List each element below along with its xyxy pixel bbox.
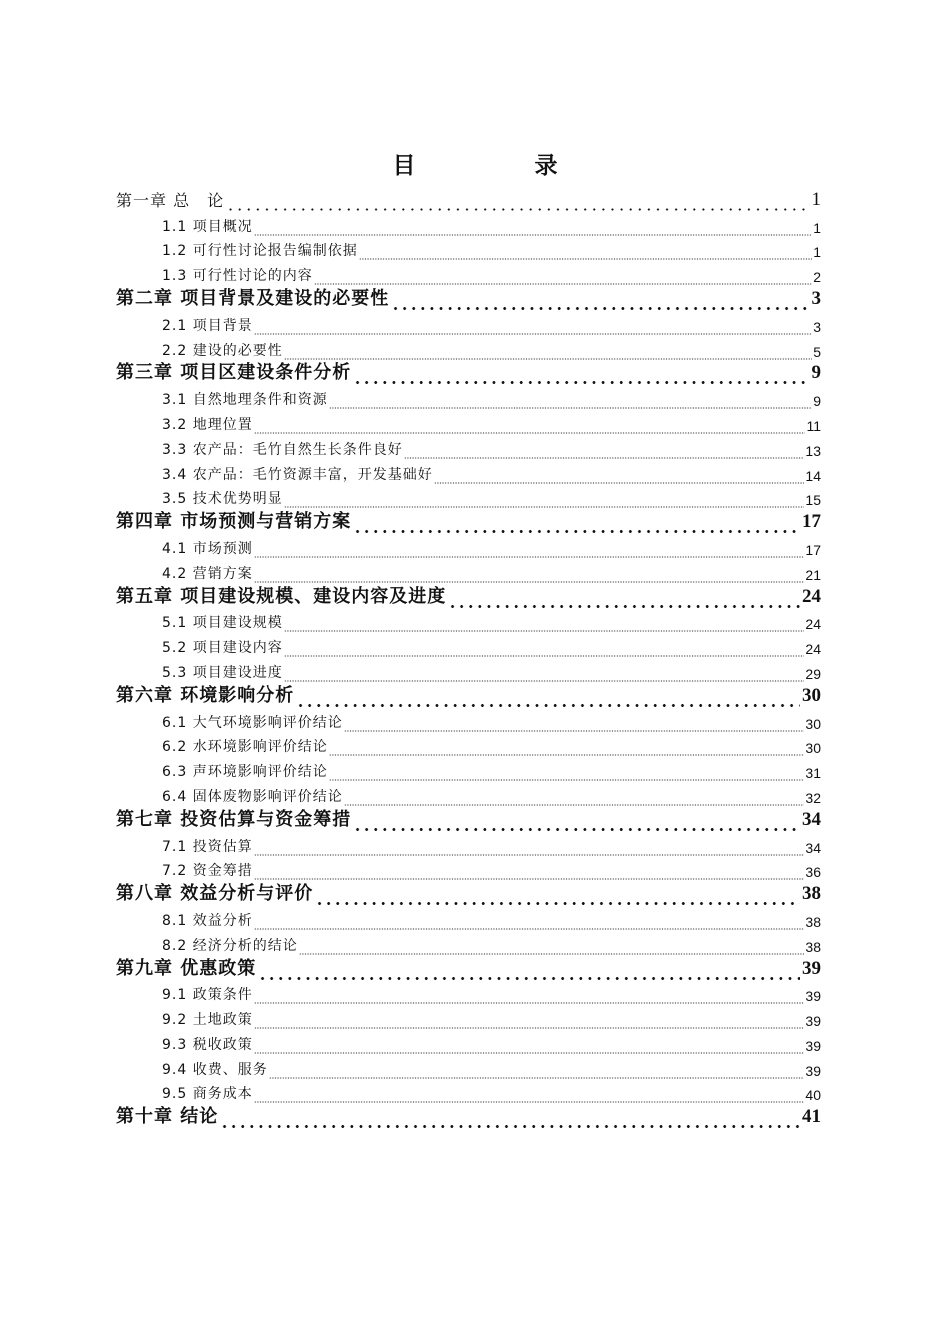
toc-section-entry[interactable] (116, 707, 821, 732)
toc-section-entry[interactable] (116, 1079, 821, 1104)
toc-page-number: 3 (813, 318, 821, 335)
dot-leader (254, 1013, 805, 1029)
toc-page-number: 38 (805, 938, 821, 955)
toc-entry-label: 4.1 市场预测 (162, 540, 253, 557)
toc-entry-label: 3.3 农产品：毛竹自然生长条件良好 (162, 441, 403, 458)
toc-page-number: 1 (813, 219, 821, 236)
toc-entry-label: 第六章 环境影响分析 (116, 684, 295, 706)
toc-section-entry[interactable] (116, 434, 821, 459)
toc-section-entry[interactable] (116, 310, 821, 335)
toc-page-number: 17 (805, 541, 821, 558)
toc-entry-label: 第七章 投资估算与资金筹措 (116, 808, 352, 830)
toc-page-number: 3 (811, 287, 821, 309)
toc-entry-label: 6.2 水环境影响评价结论 (162, 739, 328, 756)
toc-entry-label: 第八章 效益分析与评价 (116, 883, 314, 905)
toc-section-entry[interactable] (116, 211, 821, 236)
toc-entry-label: 3.5 技术优势明显 (162, 491, 283, 508)
toc-entry-label: 7.2 资金筹措 (162, 863, 253, 880)
toc-entry-label: 3.2 地理位置 (162, 416, 253, 433)
dot-leader (220, 1109, 800, 1128)
toc-page-number: 14 (805, 467, 821, 484)
toc-section-entry[interactable] (116, 484, 821, 509)
toc-entry-label: 9.2 土地政策 (162, 1012, 253, 1029)
toc-entry-label: 1.2 可行性讨论报告编制依据 (162, 243, 358, 260)
toc-entry-label: 9.3 税收政策 (162, 1036, 253, 1053)
dot-leader (284, 492, 805, 508)
toc-page-number: 39 (805, 988, 821, 1005)
toc-section-entry[interactable] (116, 632, 821, 657)
dot-leader (314, 269, 812, 285)
toc-chapter-entry[interactable] (116, 583, 821, 608)
dot-leader (296, 688, 800, 707)
toc-entry-label: 第四章 市场预测与营销方案 (116, 511, 352, 533)
toc-chapter-entry[interactable] (116, 186, 821, 211)
toc-entry-label: 2.1 项目背景 (162, 317, 253, 334)
toc-entry-label: 5.2 项目建设内容 (162, 640, 283, 657)
toc-section-entry[interactable] (116, 384, 821, 409)
table-of-contents (116, 186, 821, 1128)
dot-leader (329, 765, 805, 781)
dot-leader (299, 939, 805, 955)
dot-leader (254, 864, 805, 880)
toc-section-entry[interactable] (116, 409, 821, 434)
toc-page-number: 5 (813, 343, 821, 360)
toc-page-number: 40 (805, 1087, 821, 1104)
toc-entry-label: 1.3 可行性讨论的内容 (162, 268, 313, 285)
toc-page-number: 9 (811, 362, 821, 384)
dot-leader (353, 812, 800, 831)
toc-chapter-entry[interactable] (116, 806, 821, 831)
toc-page-number: 36 (805, 864, 821, 881)
toc-entry-label: 5.3 项目建设进度 (162, 664, 283, 681)
toc-page-number: 32 (805, 789, 821, 806)
dot-leader (254, 988, 805, 1004)
toc-section-entry[interactable] (116, 930, 821, 955)
toc-page-number: 24 (802, 585, 821, 607)
toc-chapter-entry[interactable] (116, 1103, 821, 1128)
toc-entry-label: 6.1 大气环境影响评价结论 (162, 714, 343, 731)
dot-leader (344, 790, 805, 806)
toc-page-number: 1 (813, 244, 821, 261)
dot-leader (226, 192, 809, 211)
dot-leader (254, 542, 805, 558)
dot-leader (353, 514, 800, 533)
toc-chapter-entry[interactable] (116, 880, 821, 905)
toc-entry-label: 8.1 效益分析 (162, 912, 253, 929)
toc-entry-label: 9.5 商务成本 (162, 1086, 253, 1103)
toc-section-entry[interactable] (116, 608, 821, 633)
toc-page-number: 38 (805, 913, 821, 930)
toc-page-number: 30 (805, 715, 821, 732)
dot-leader (284, 344, 812, 360)
toc-entry-label: 第一章 总 论 (116, 190, 225, 210)
toc-section-entry[interactable] (116, 236, 821, 261)
toc-section-entry[interactable] (116, 459, 821, 484)
toc-section-entry[interactable] (116, 781, 821, 806)
toc-page-number: 34 (802, 808, 821, 830)
dot-leader (284, 641, 805, 657)
dot-leader (315, 886, 800, 905)
dot-leader (258, 961, 800, 980)
toc-page-number: 2 (813, 269, 821, 286)
toc-chapter-entry[interactable] (116, 285, 821, 310)
toc-page-number: 34 (805, 839, 821, 856)
toc-entry-label: 第五章 项目建设规模、建设内容及进度 (116, 585, 447, 607)
dot-leader (269, 1063, 805, 1079)
toc-entry-label: 3.1 自然地理条件和资源 (162, 392, 328, 409)
toc-entry-label: 9.4 收费、服务 (162, 1061, 268, 1078)
toc-chapter-entry[interactable] (116, 360, 821, 385)
dot-leader (448, 589, 800, 608)
toc-page-number: 13 (805, 442, 821, 459)
toc-page-number: 24 (805, 616, 821, 633)
toc-entry-label: 第二章 项目背景及建设的必要性 (116, 287, 390, 309)
toc-page-number: 39 (802, 957, 821, 979)
dot-leader (404, 443, 805, 459)
toc-section-entry[interactable] (116, 756, 821, 781)
toc-section-entry[interactable] (116, 1054, 821, 1079)
dot-leader (254, 220, 812, 236)
toc-chapter-entry[interactable] (116, 682, 821, 707)
toc-chapter-entry[interactable] (116, 955, 821, 980)
toc-page-number: 38 (802, 883, 821, 905)
toc-entry-label: 5.1 项目建设规模 (162, 615, 283, 632)
dot-leader (254, 1038, 805, 1054)
toc-entry-label: 第三章 项目区建设条件分析 (116, 362, 352, 384)
toc-section-entry[interactable] (116, 856, 821, 881)
toc-entry-label: 2.2 建设的必要性 (162, 342, 283, 359)
toc-page-number: 21 (805, 566, 821, 583)
dot-leader (284, 666, 805, 682)
toc-section-entry[interactable] (116, 1004, 821, 1029)
toc-chapter-entry[interactable] (116, 508, 821, 533)
toc-entry-label: 7.1 投资估算 (162, 838, 253, 855)
dot-leader (391, 291, 809, 310)
toc-entry-label: 3.4 农产品：毛竹资源丰富，开发基础好 (162, 466, 433, 483)
toc-entry-label: 1.1 项目概况 (162, 218, 253, 235)
toc-entry-label: 第九章 优惠政策 (116, 957, 257, 979)
toc-page-number: 41 (802, 1106, 821, 1128)
toc-page-number: 15 (805, 492, 821, 509)
toc-section-entry[interactable] (116, 335, 821, 360)
toc-section-entry[interactable] (116, 533, 821, 558)
toc-page-number: 11 (806, 417, 821, 434)
toc-section-entry[interactable] (116, 260, 821, 285)
toc-page-number: 17 (802, 511, 821, 533)
toc-section-entry[interactable] (116, 905, 821, 930)
dot-leader (284, 616, 805, 632)
dot-leader (434, 468, 805, 484)
toc-section-entry[interactable] (116, 657, 821, 682)
toc-page-number: 24 (805, 641, 821, 658)
dot-leader (344, 716, 805, 732)
toc-entry-label: 6.4 固体废物影响评价结论 (162, 788, 343, 805)
dot-leader (254, 840, 805, 856)
toc-page-number: 9 (813, 393, 821, 410)
toc-entry-label: 第十章 结论 (116, 1106, 219, 1128)
page-title: 目 录 (392, 153, 606, 179)
dot-leader (254, 914, 805, 930)
dot-leader (254, 567, 805, 583)
toc-page-number: 31 (805, 765, 821, 782)
toc-section-entry[interactable] (116, 1029, 821, 1054)
dot-leader (359, 244, 812, 260)
toc-section-entry[interactable] (116, 732, 821, 757)
dot-leader (353, 365, 809, 384)
toc-section-entry[interactable] (116, 980, 821, 1005)
dot-leader (329, 740, 805, 756)
toc-page-number: 29 (805, 665, 821, 682)
toc-entry-label: 6.3 声环境影响评价结论 (162, 764, 328, 781)
toc-section-entry[interactable] (116, 831, 821, 856)
toc-page-number: 30 (805, 740, 821, 757)
dot-leader (254, 418, 806, 434)
toc-page-number: 39 (805, 1037, 821, 1054)
toc-page-number: 39 (805, 1013, 821, 1030)
toc-entry-label: 9.1 政策条件 (162, 987, 253, 1004)
toc-entry-label: 8.2 经济分析的结论 (162, 937, 298, 954)
dot-leader (329, 393, 812, 409)
toc-section-entry[interactable] (116, 558, 821, 583)
toc-page-number: 1 (811, 188, 821, 210)
dot-leader (254, 319, 812, 335)
dot-leader (254, 1087, 805, 1103)
toc-page-number: 39 (805, 1062, 821, 1079)
toc-entry-label: 4.2 营销方案 (162, 565, 253, 582)
toc-page-number: 30 (802, 684, 821, 706)
